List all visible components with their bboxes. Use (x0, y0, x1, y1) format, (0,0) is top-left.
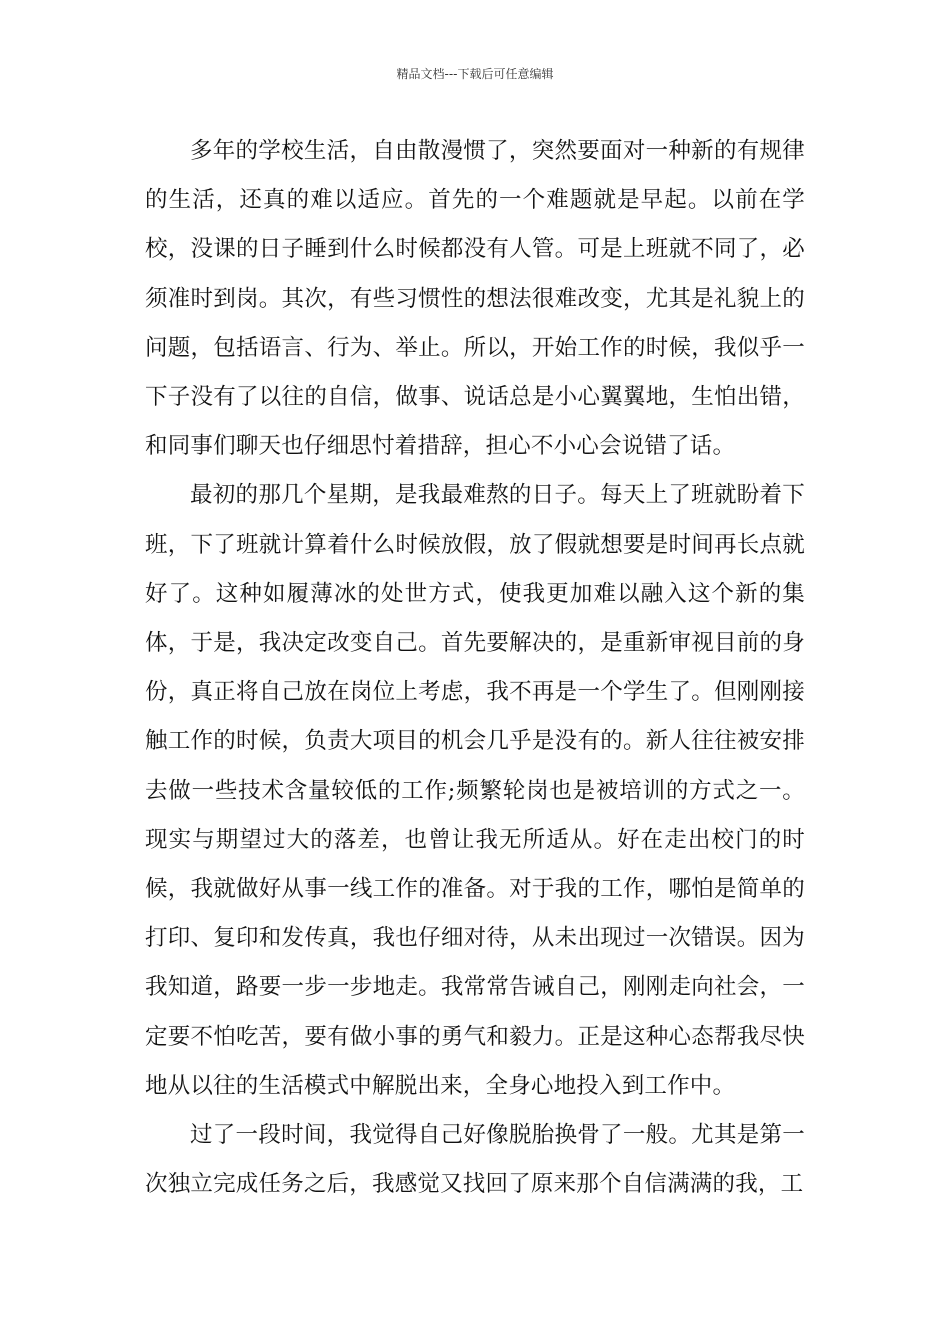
paragraph-3: 过了一段时间，我觉得自己好像脱胎换骨了一般。尤其是第一次独立完成任务之后，我感觉又找回了原来那个自信满满的我，工 (145, 1122, 805, 1198)
document-body (145, 127, 805, 1209)
paragraph-2: 最初的那几个星期，是我最难熬的日子。每天上了班就盼着下班，下了班就计算着什么时候放假，放了假就想要是时间再长点就好了。这种如履薄冰的处世方式，使我更加难以融入这个新的集体，于是，我决定改变自己。首先要解决的，是重新审视目前的身份，真正将自己放在岗位上考虑，我不再是一个学生了。但刚刚接触工作的时候，负责大项目的机会几乎是没有的。新人往往被安排去做一些技术含量较低的工作;频繁轮岗也是被培训的方式之一。现实与期望过大的落差，也曾让我无所适从。好在走出校门的时候，我就做好从事一线工作的准备。对于我的工作，哪怕是简单的打印、复印和发传真，我也仔细对待，从未出现过一次错误。因为我知道，路要一步一步地走。我常常告诫自己，刚刚走向社会，一定要不怕吃苦，要有做小事的勇气和毅力。正是这种心态帮我尽快地从以往的生活模式中解脱出来，全身心地投入到工作中。 (145, 482, 805, 1099)
paragraph-1: 多年的学校生活，自由散漫惯了，突然要面对一种新的有规律的生活，还真的难以适应。首先的一个难题就是早起。以前在学校，没课的日子睡到什么时候都没有人管。可是上班就不同了，必须准时到岗。其次，有些习惯性的想法很难改变，尤其是礼貌上的问题，包括语言、行为、举止。所以，开始工作的时候，我似乎一下子没有了以往的自信，做事、说话总是小心翼翼地，生怕出错，和同事们聊天也仔细思忖着措辞，担心不小心会说错了话。 (145, 138, 805, 460)
page-header: 精品文档---下载后可任意编辑 (396, 67, 554, 81)
